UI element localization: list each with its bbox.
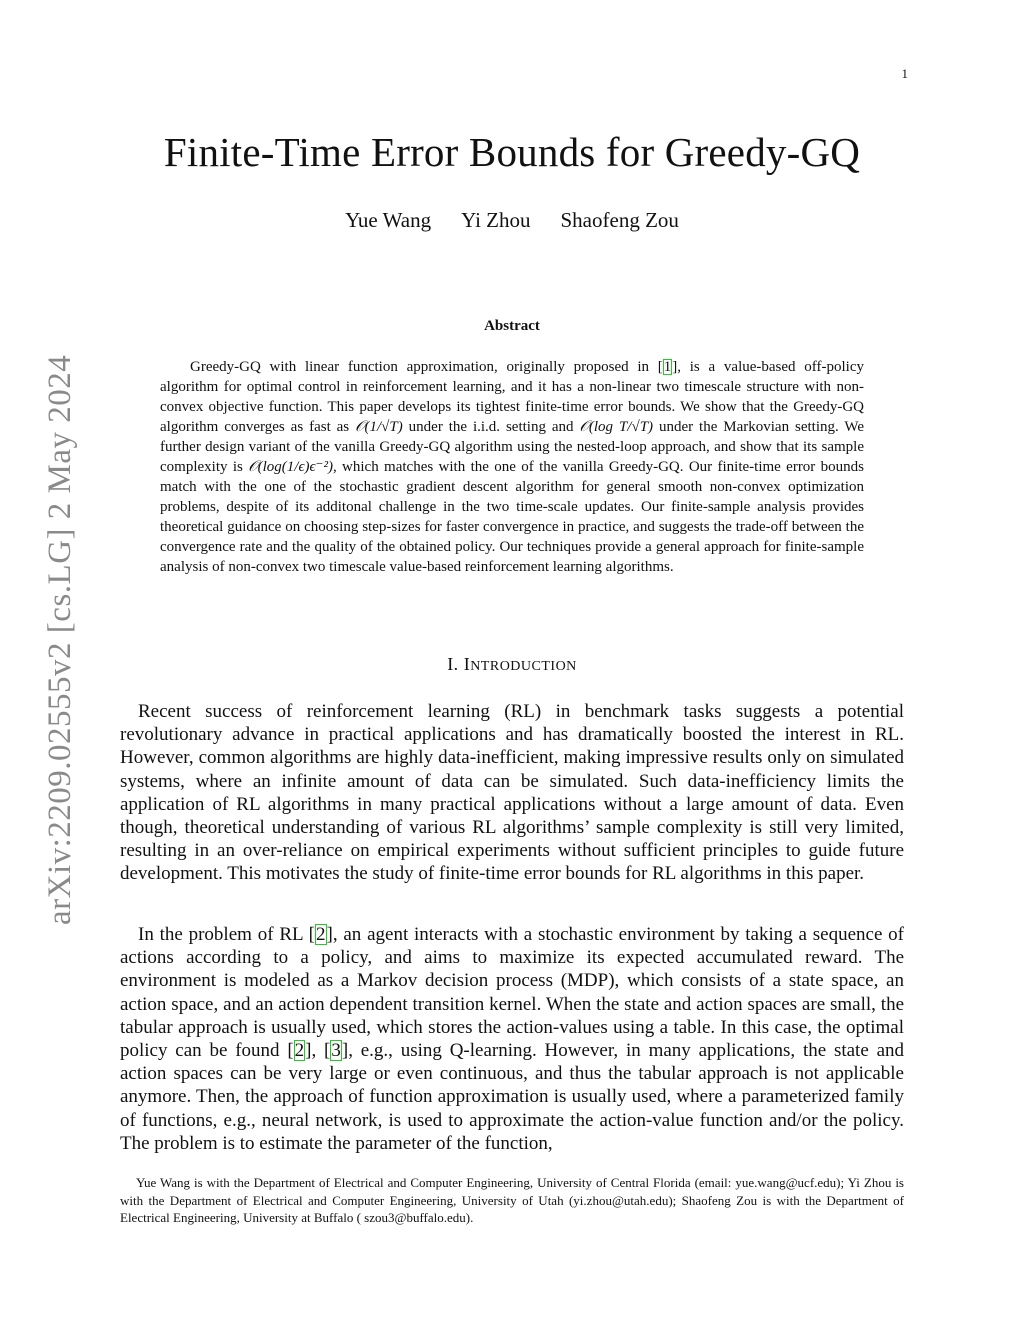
paragraph-text-part: ], e.g., using Q-learning. However, in many applications, the state and action spaces can be very large or even continuous, and thus the tabular approach is not applicable anymore. Then, the approach of function approximation is usually used, where a parameterized family of functions, e.g., neural network, is used to approximate the action-value function and/or the policy. The problem is to estimate the parameter of the function, — [120, 1040, 905, 1154]
abstract-text: Greedy-GQ with linear function approximation, originally proposed in [1], is a value-based off-policy algorithm for optimal control in reinforcement learning, and it has a non-linear two timescale structure with non-convex objective function. This paper develops its tightest finite-time error bounds. We show that the Greedy-GQ algorithm converges as fast as 𝒪(1/√T) under the i.i.d. setting and 𝒪(log T/√T) under the Markovian setting. We further design variant of the vanilla Greedy-GQ algorithm using the nested-loop approach, and show that its sample complexity is 𝒪(log(1/ϵ)ϵ⁻²), which matches with the one of the vanilla Greedy-GQ. Our finite-time error bounds match with the one of the stochastic gradient descent algorithm for general smooth non-convex optimization problems, despite of its additonal challenge in the two time-scale updates. Our finite-sample analysis provides theoretical guidance on choosing step-sizes for faster convergence in practice, and suggests the trade-off between the convergence rate and the quality of the obtained policy. Our techniques provide a general approach for finite-sample analysis of non-convex two timescale value-based reinforcement learning algorithms. — [160, 359, 864, 575]
page-number: 1 — [901, 66, 908, 81]
author-name: Yi Zhou — [461, 208, 531, 232]
paragraph-text-part: ], an agent interacts with a stochastic environment by taking a sequence of actions according to a policy, and aims to maximize its expected accumulated reward. The environment is modeled as a Markov decision process (MDP), which consists of a state space, an action space, and an action dependent transition kernel. When the state and action spaces are small, the tabular approach is usually used, which stores the action-values using a table. In this case, the optimal policy can be found [ — [120, 924, 904, 1062]
intro-paragraph: Recent success of reinforcement learning (RL) in benchmark tasks suggests a potential revolutionary advance in practical applications and has dramatically boosted the interest in RL. However, common algorithms are highly data-inefficient, making impressive results only on simulated systems, where an infinite amount of data can be simulated. Such data-inefficiency limits the application of RL algorithms in many practical applications without a large amount of data. Even though, theoretical understanding of various RL algorithms’ sample complexity is still very limited, resulting in an over-reliance on empirical experiments without sufficient principles to guide future development. This motivates the study of finite-time error bounds for RL algorithms in this paper. — [120, 701, 904, 885]
paragraph-text-part: In the problem of RL [ — [138, 924, 316, 945]
abstract-text-part: , which matches with the one of the vanilla Greedy-GQ. Our finite-time error bounds match with the one of the stochastic gradient descent algorithm for general smooth non-convex optimization problems, despite of its additonal challenge in the two time-scale updates. Our finite-sample analysis provides theoretical guidance on choosing step-sizes for faster convergence in practice, and suggests the trade-off between the convergence rate and the quality of the obtained policy. Our techniques provide a general approach for finite-sample analysis of non-convex two timescale value-based reinforcement learning algorithms. — [160, 459, 864, 575]
abstract-text-part: under the Markovian setting. We further design variant of the vanilla Greedy-GQ algorithm using the nested-loop approach, and show that its sample complexity is — [160, 419, 864, 475]
paragraph-text-part: ], [ — [305, 1040, 331, 1062]
abstract-text-part: , is a value-based off-policy algorithm for optimal control in reinforcement learning, and it has a non-linear two timescale structure with non-convex objective function. This paper develops its tightest finite-time error bounds. We show that the Greedy-GQ algorithm converges as fast as — [160, 359, 864, 435]
author-name: Yue Wang — [345, 208, 432, 232]
abstract-text-part: under the i.i.d. setting and — [402, 419, 580, 435]
citation-link[interactable]: 3 — [331, 1040, 341, 1062]
math-expression: 𝒪(1/√T) — [355, 419, 403, 435]
math-expression: 𝒪(log T/√T) — [579, 419, 654, 435]
citation-link[interactable]: 1 — [663, 359, 672, 375]
author-list — [0, 208, 1024, 233]
paper-title: Finite-Time Error Bounds for Greedy-GQ — [163, 129, 861, 175]
section-title-initial: I — [463, 654, 471, 674]
abstract-text-part: Greedy-GQ with linear function approximation, originally proposed in — [190, 359, 658, 375]
section-heading-introduction — [0, 654, 1024, 675]
author-name: Shaofeng Zou — [560, 208, 679, 232]
citation-link[interactable]: 2 — [316, 924, 326, 945]
intro-paragraph — [120, 923, 904, 1155]
citation-link[interactable]: 2 — [294, 1040, 305, 1062]
math-expression: 𝒪(log(1/ϵ)ϵ⁻²) — [248, 459, 333, 475]
author-affiliation-footnote: Yue Wang is with the Department of Electrical and Computer Engineering, University of Central Florida (email: yue.wang@ucf.edu); Yi Zhou is with the Department of Electrical and Computer Engineering, University of Utah (yi.zhou@utah.edu); Shaofeng Zou is with the Department of Electrical Engineering, University at Buffalo ( szou3@buffalo.edu). — [120, 1175, 904, 1225]
section-title-rest: NTRODUCTION — [470, 659, 577, 674]
arxiv-identifier[interactable]: arXiv:2209.02555v2 [cs.LG] 2 May 2024 — [42, 354, 78, 925]
section-number: I. — [447, 654, 464, 674]
abstract-heading: Abstract — [484, 318, 540, 334]
